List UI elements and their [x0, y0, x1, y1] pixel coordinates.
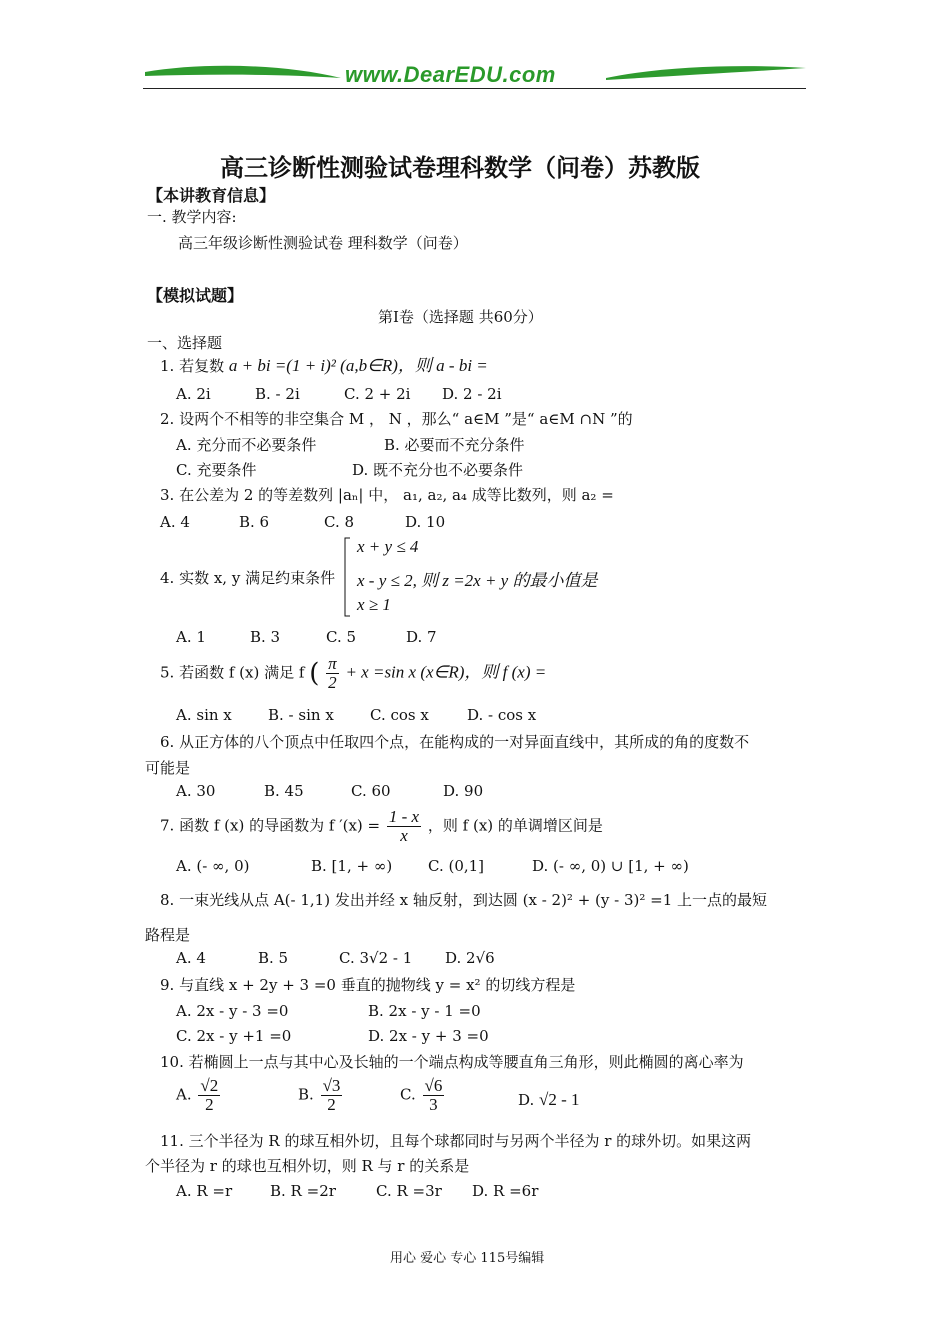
q2-option-a: A. 充分而不必要条件	[176, 436, 317, 454]
q3-option-b: B. 6	[239, 513, 270, 531]
q5-option-b: B. - sin x	[268, 706, 334, 724]
q2-option-b: B. 必要而不充分条件	[384, 436, 525, 454]
q6-line-1: 6. 从正方体的八个顶点中任取四个点，在能构成的一对异面直线中，其所成的角的度数不	[160, 733, 750, 751]
q1-stem: 1. 若复数 a + bi =(1 + i)² (a,b∈R)，则 a - bi =	[160, 356, 488, 375]
q1-option-a: A. 2i	[176, 385, 211, 403]
header-rule	[143, 88, 806, 89]
part-label: 一、选择题	[147, 334, 223, 352]
q2-option-c: C. 充要条件	[176, 461, 257, 479]
q5-option-d: D. - cos x	[467, 706, 537, 724]
q10-option-c: C. $\frac{√6}{3}$	[400, 1076, 443, 1114]
q4-option-b: B. 3	[250, 628, 281, 646]
q10-stem: 10. 若椭圆上一点与其中心及长轴的一个端点构成等腰直角三角形，则此椭圆的离心率为	[160, 1053, 744, 1071]
q5-stem: 5. 若函数 f (x) 满足 f ( $\frac{\pi}{2}$ + x =sin x (x∈R)，则 f (x) =	[160, 654, 547, 692]
q6-option-a: A. 30	[176, 782, 216, 800]
q4-option-d: D. 7	[406, 628, 437, 646]
content-label: 一. 教学内容:	[147, 208, 237, 226]
q3-stem: 3. 在公差为 2 的等差数列 |aₙ| 中， a₁, a₂, a₄ 成等比数列，则 a₂ =	[160, 486, 614, 504]
q7-stem: 7. 函数 f (x) 的导函数为 f ′(x) = $\frac{1 - x}{x}$ ，则 f (x) 的单调增区间是	[160, 807, 603, 845]
q4-option-a: A. 1	[176, 628, 206, 646]
q11-option-d: D. R =6r	[472, 1182, 539, 1200]
q10-option-a: A. $\frac{√2}{2}$	[176, 1076, 219, 1114]
q1-option-b: B. - 2i	[255, 385, 300, 403]
q4-line-3: x ≥ 1	[357, 595, 391, 614]
right-swoosh-icon	[603, 60, 808, 86]
left-swoosh-icon	[143, 60, 343, 86]
q8-line-2: 路程是	[145, 926, 191, 944]
q9-option-c: C. 2x - y +1 =0	[176, 1027, 292, 1045]
q6-option-d: D. 90	[443, 782, 484, 800]
q8-option-d: D. 2√6	[445, 949, 495, 967]
q9-stem: 9. 与直线 x + 2y + 3 =0 垂直的抛物线 y = x² 的切线方程是	[160, 976, 576, 994]
q6-option-b: B. 45	[264, 782, 304, 800]
q1-option-d: D. 2 - 2i	[442, 385, 502, 403]
q4-line-1: x + y ≤ 4	[357, 537, 419, 556]
q6-option-c: C. 60	[351, 782, 391, 800]
page-footer: 用心 爱心 专心 115号编辑	[390, 1251, 545, 1266]
brand-logo: www.DearEDU.com	[345, 62, 556, 87]
q11-option-a: A. R =r	[176, 1182, 233, 1200]
q11-option-b: B. R =2r	[270, 1182, 336, 1200]
q10-option-d: D. √2 - 1	[518, 1090, 580, 1109]
q2-option-d: D. 既不充分也不必要条件	[352, 461, 524, 479]
sim-heading: 【模拟试题】	[147, 286, 244, 305]
q7-option-d: D. (- ∞, 0) ∪ [1, + ∞)	[532, 857, 689, 875]
q3-option-d: D. 10	[405, 513, 446, 531]
q4-pre: 4. 实数 x, y 满足约束条件	[160, 569, 336, 587]
q4-option-c: C. 5	[326, 628, 357, 646]
info-heading: 【本讲教育信息】	[147, 186, 276, 205]
content-text: 高三年级诊断性测验试卷 理科数学（问卷）	[178, 234, 468, 252]
q3-option-c: C. 8	[324, 513, 355, 531]
q11-option-c: C. R =3r	[376, 1182, 442, 1200]
q5-option-a: A. sin x	[176, 706, 232, 724]
q5-option-c: C. cos x	[370, 706, 429, 724]
q9-option-a: A. 2x - y - 3 =0	[176, 1002, 289, 1020]
page-title: 高三诊断性测验试卷理科数学（问卷）苏教版	[220, 153, 700, 182]
q3-option-a: A. 4	[160, 513, 190, 531]
q7-option-c: C. (0,1]	[428, 857, 485, 875]
q4-line-2: x - y ≤ 2, 则 z =2x + y 的最小值是	[357, 571, 598, 590]
q9-option-d: D. 2x - y + 3 =0	[368, 1027, 489, 1045]
q11-line-1: 11. 三个半径为 R 的球互相外切，且每个球都同时与另两个半径为 r 的球外切。如果这两	[160, 1132, 752, 1150]
q8-option-b: B. 5	[258, 949, 289, 967]
q7-option-b: B. [1, + ∞)	[311, 857, 393, 875]
q9-option-b: B. 2x - y - 1 =0	[368, 1002, 481, 1020]
constraint-brace-icon	[343, 537, 351, 617]
q8-option-a: A. 4	[176, 949, 206, 967]
volume-title: 第Ⅰ卷（选择题 共60分）	[378, 308, 543, 326]
q8-line-1: 8. 一束光线从点 A(- 1,1) 发出并经 x 轴反射，到达圆 (x - 2)² + (y - 3)² =1 上一点的最短	[160, 891, 768, 909]
q7-option-a: A. (- ∞, 0)	[176, 857, 250, 875]
q6-line-2: 可能是	[145, 759, 191, 777]
q2-stem: 2. 设两个不相等的非空集合 M ， N ，那么“ a∈M ”是“ a∈M ∩N ”的	[160, 410, 633, 428]
q1-option-c: C. 2 + 2i	[344, 385, 411, 403]
q10-option-b: B. $\frac{√3}{2}$	[298, 1076, 341, 1114]
q11-line-2: 个半径为 r 的球也互相外切，则 R 与 r 的关系是	[145, 1157, 470, 1175]
q8-option-c: C. 3√2 - 1	[339, 949, 413, 967]
